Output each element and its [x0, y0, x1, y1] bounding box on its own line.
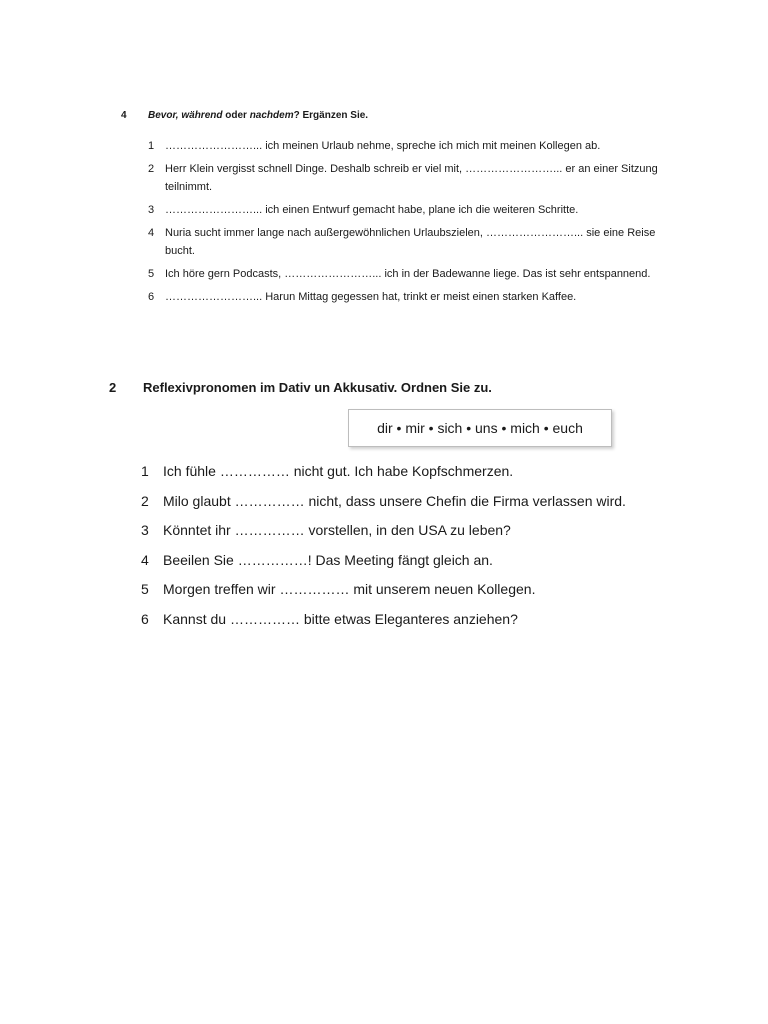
exercise-4-item: [148, 137, 688, 155]
item-number: 2: [148, 163, 155, 175]
item-number: 3: [141, 522, 149, 538]
item-number: 4: [141, 551, 149, 568]
exercise-4-item: [148, 288, 688, 306]
item-text: Ich fühle …………… nicht gut. Ich habe Kopfschmerzen.: [163, 463, 514, 479]
heading-instruction: ? Ergänzen Sie.: [293, 110, 369, 121]
item-number: 1: [141, 463, 149, 479]
item-text: Ich höre gern Podcasts, ……………………... ich in der Badewanne liege. Das ist sehr entspannend.: [165, 268, 651, 280]
exercise-4-heading: [121, 110, 368, 121]
heading-oder: oder: [222, 110, 250, 121]
item-number: 5: [141, 581, 149, 597]
word-box-text: dir • mir • sich • uns • mich • euch: [377, 420, 583, 436]
exercise-2-list: [141, 461, 701, 638]
item-number: 5: [148, 268, 155, 280]
exercise-2-item: [141, 520, 701, 540]
exercise-2-title: Reflexivpronomen im Dativ un Akkusativ. Ordnen Sie zu.: [143, 380, 492, 395]
item-text: Milo glaubt …………… nicht, dass unsere Chefin die Firma verlassen wird.: [163, 492, 626, 509]
exercise-2-heading: [109, 380, 492, 395]
item-number: 2: [141, 492, 149, 509]
item-text: Könntet ihr …………… vorstellen, in den USA zu leben?: [163, 522, 511, 538]
item-number: 4: [148, 227, 155, 239]
item-text: Nuria sucht immer lange nach außergewöhnlichen Urlaubszielen, ……………………... sie eine Reise bucht.: [165, 227, 656, 257]
heading-italic-nachdem: nachdem: [249, 110, 294, 121]
item-text: ……………………... ich einen Entwurf gemacht habe, plane ich die weiteren Schritte.: [165, 204, 579, 216]
item-text: Kannst du …………… bitte etwas Eleganteres anziehen?: [163, 610, 518, 627]
exercise-2-number: 2: [109, 380, 117, 395]
item-number: 6: [148, 291, 155, 303]
exercise-4-number: 4: [121, 110, 127, 121]
item-text: Beeilen Sie ……………! Das Meeting fängt gleich an.: [163, 551, 493, 568]
item-text: ……………………... Harun Mittag gegessen hat, trinkt er meist einen starken Kaffee.: [165, 291, 577, 303]
exercise-2-item: [141, 550, 701, 570]
item-number: 6: [141, 610, 149, 627]
exercise-4-item: [148, 201, 688, 219]
exercise-2-item: [141, 461, 701, 481]
exercise-4-item: [148, 224, 688, 260]
word-box: [348, 409, 612, 447]
item-number: 1: [148, 140, 155, 152]
exercise-4-item: [148, 265, 688, 283]
item-number: 3: [148, 204, 155, 216]
exercise-2-item: [141, 579, 701, 599]
heading-italic-bevor-waehrend: Bevor, während: [148, 110, 223, 121]
exercise-2-item: [141, 609, 701, 629]
exercise-4-item: [148, 160, 688, 196]
exercise-4-list: [148, 137, 688, 311]
item-text: ……………………... ich meinen Urlaub nehme, spreche ich mich mit meinen Kollegen ab.: [165, 140, 601, 152]
exercise-2-item: [141, 491, 701, 511]
item-text: Morgen treffen wir …………… mit unserem neuen Kollegen.: [163, 581, 536, 597]
item-text: Herr Klein vergisst schnell Dinge. Deshalb schreib er viel mit, ……………………... er an einer Sitzung teilnimmt.: [165, 163, 658, 193]
